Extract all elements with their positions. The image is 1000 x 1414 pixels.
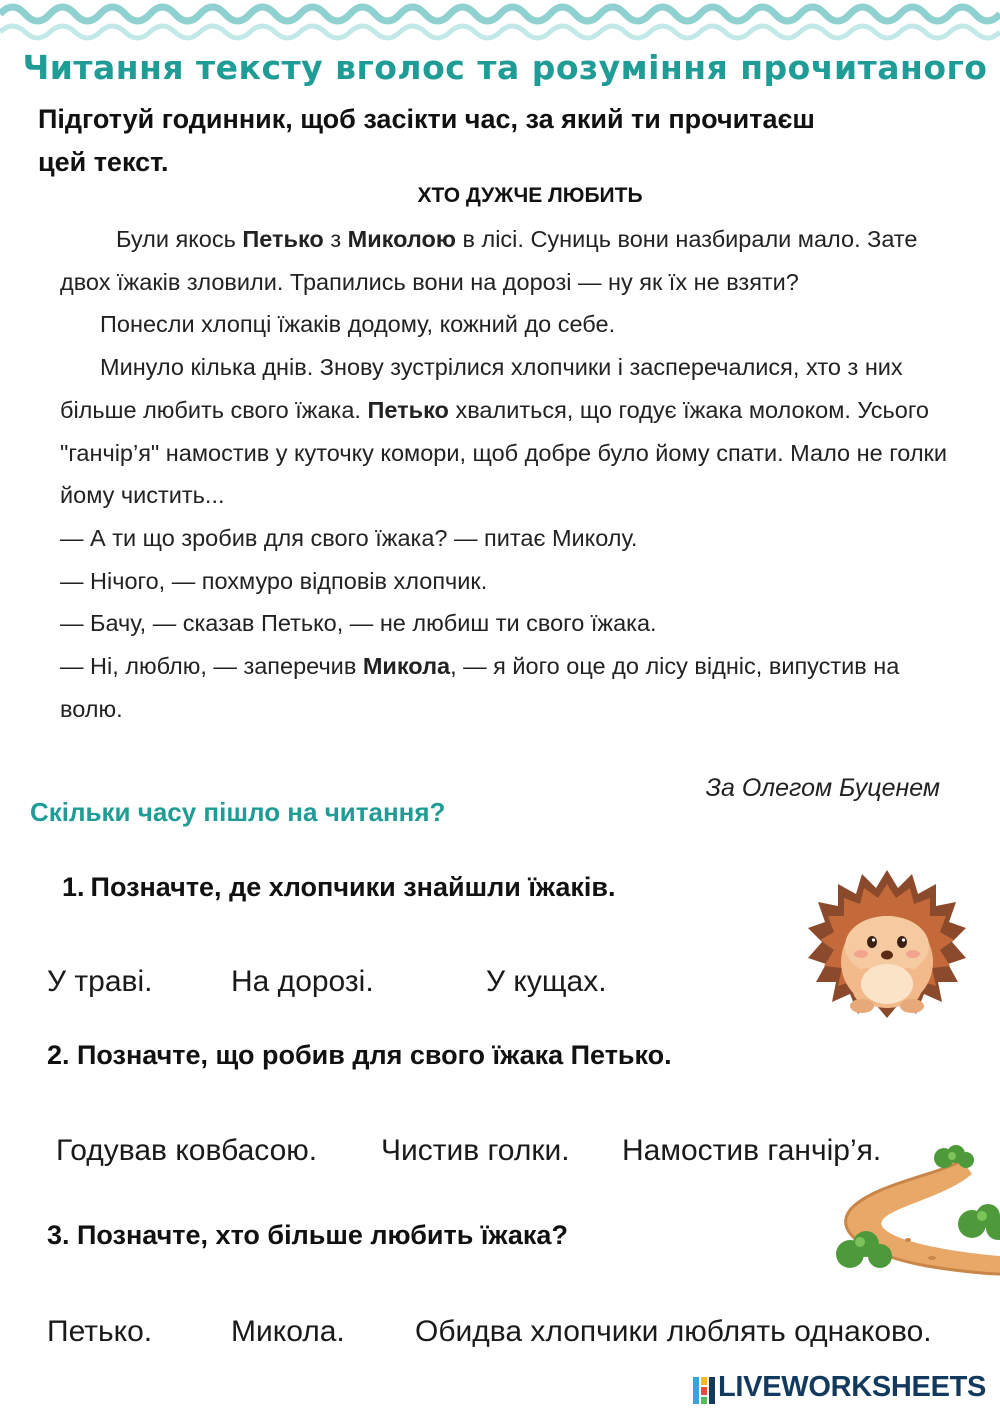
question-2: 2. Позначте, що робив для свого їжака Петько. xyxy=(47,1040,672,1070)
q3-option-both[interactable]: Обидва хлопчики люблять однаково. xyxy=(415,1315,932,1348)
name-mykola: Микола xyxy=(362,653,451,680)
question-1 xyxy=(62,872,616,903)
wave-border-decoration xyxy=(0,0,1000,48)
q3-option-petko[interactable]: Петько. xyxy=(47,1315,153,1348)
story-author: За Олегом Буценем xyxy=(705,774,940,802)
hedgehog-icon xyxy=(806,866,968,1022)
story-paragraph-1: Були якось Петько з Миколою в лісі. Суниць вони назбирали мало. Зате двох їжаків зловили. Трапились вони на дорозі — ну як їх не взяти? xyxy=(60,226,918,295)
q3-option-mykola[interactable]: Микола. xyxy=(231,1315,345,1348)
q2-option-rags[interactable]: Намостив ганчір’я. xyxy=(622,1134,882,1167)
name-petko: Петько xyxy=(242,226,324,252)
dialogue-line-4: — Ні, люблю, — заперечив Микола, — я його оце до лісу відніс, випустив на волю. xyxy=(60,653,900,722)
question-3: 3. Позначте, хто більше любить їжака? xyxy=(47,1220,568,1250)
dialogue-line-3: — Бачу, — сказав Петько, — не любиш ти свого їжака. xyxy=(60,610,657,637)
liveworksheets-brand[interactable]: LIVEWORKSHEETS xyxy=(718,1371,987,1403)
liveworksheets-logo-icon xyxy=(693,1377,715,1405)
reading-time-question: Скільки часу пішло на читання? xyxy=(30,797,446,827)
q1-option-grass[interactable]: У траві. xyxy=(47,965,153,998)
instruction-text xyxy=(38,98,978,184)
story-paragraph-3: Минуло кілька днів. Знову зустрілися хлопчики і засперечалися, хто з них більше любить свого їжака. Петько хвалиться, що годує їжака молоком. Усього "ганчір’я" намостив у куточку комори, щоб добре було йому спати. Мало не голки йому чистить... xyxy=(60,354,947,509)
name-petko: Петько xyxy=(367,396,449,423)
story-paragraph-2: Понесли хлопці їжаків додому, кожний до себе. xyxy=(100,311,616,338)
forest-path-icon xyxy=(832,1144,1000,1282)
q1-option-bushes[interactable]: У кущах. xyxy=(486,965,607,998)
question-1-number: 1. xyxy=(62,872,85,902)
q2-option-cleaned-quills[interactable]: Чистив голки. xyxy=(381,1134,570,1167)
dialogue-line-1: — А ти що зробив для свого їжака? — питає Миколу. xyxy=(60,524,638,551)
page-title: Читання тексту вголос та розуміння прочитаного xyxy=(22,48,988,87)
question-1-text: Позначте, де хлопчики знайшли їжаків. xyxy=(90,872,616,902)
story-title: ХТО ДУЖЧЕ ЛЮБИТЬ xyxy=(417,184,643,207)
instruction-line-2: цей текст. xyxy=(38,147,169,177)
instruction-line-1: Підготуй годинник, щоб засікти час, за який ти прочитаєш xyxy=(38,104,815,134)
q1-option-road[interactable]: На дорозі. xyxy=(231,965,374,998)
story-text xyxy=(60,218,960,730)
name-mykola: Миколою xyxy=(347,226,456,252)
q2-option-sausage[interactable]: Годував ковбасою. xyxy=(56,1134,318,1167)
dialogue-line-2: — Нічого, — похмуро відповів хлопчик. xyxy=(60,567,488,594)
